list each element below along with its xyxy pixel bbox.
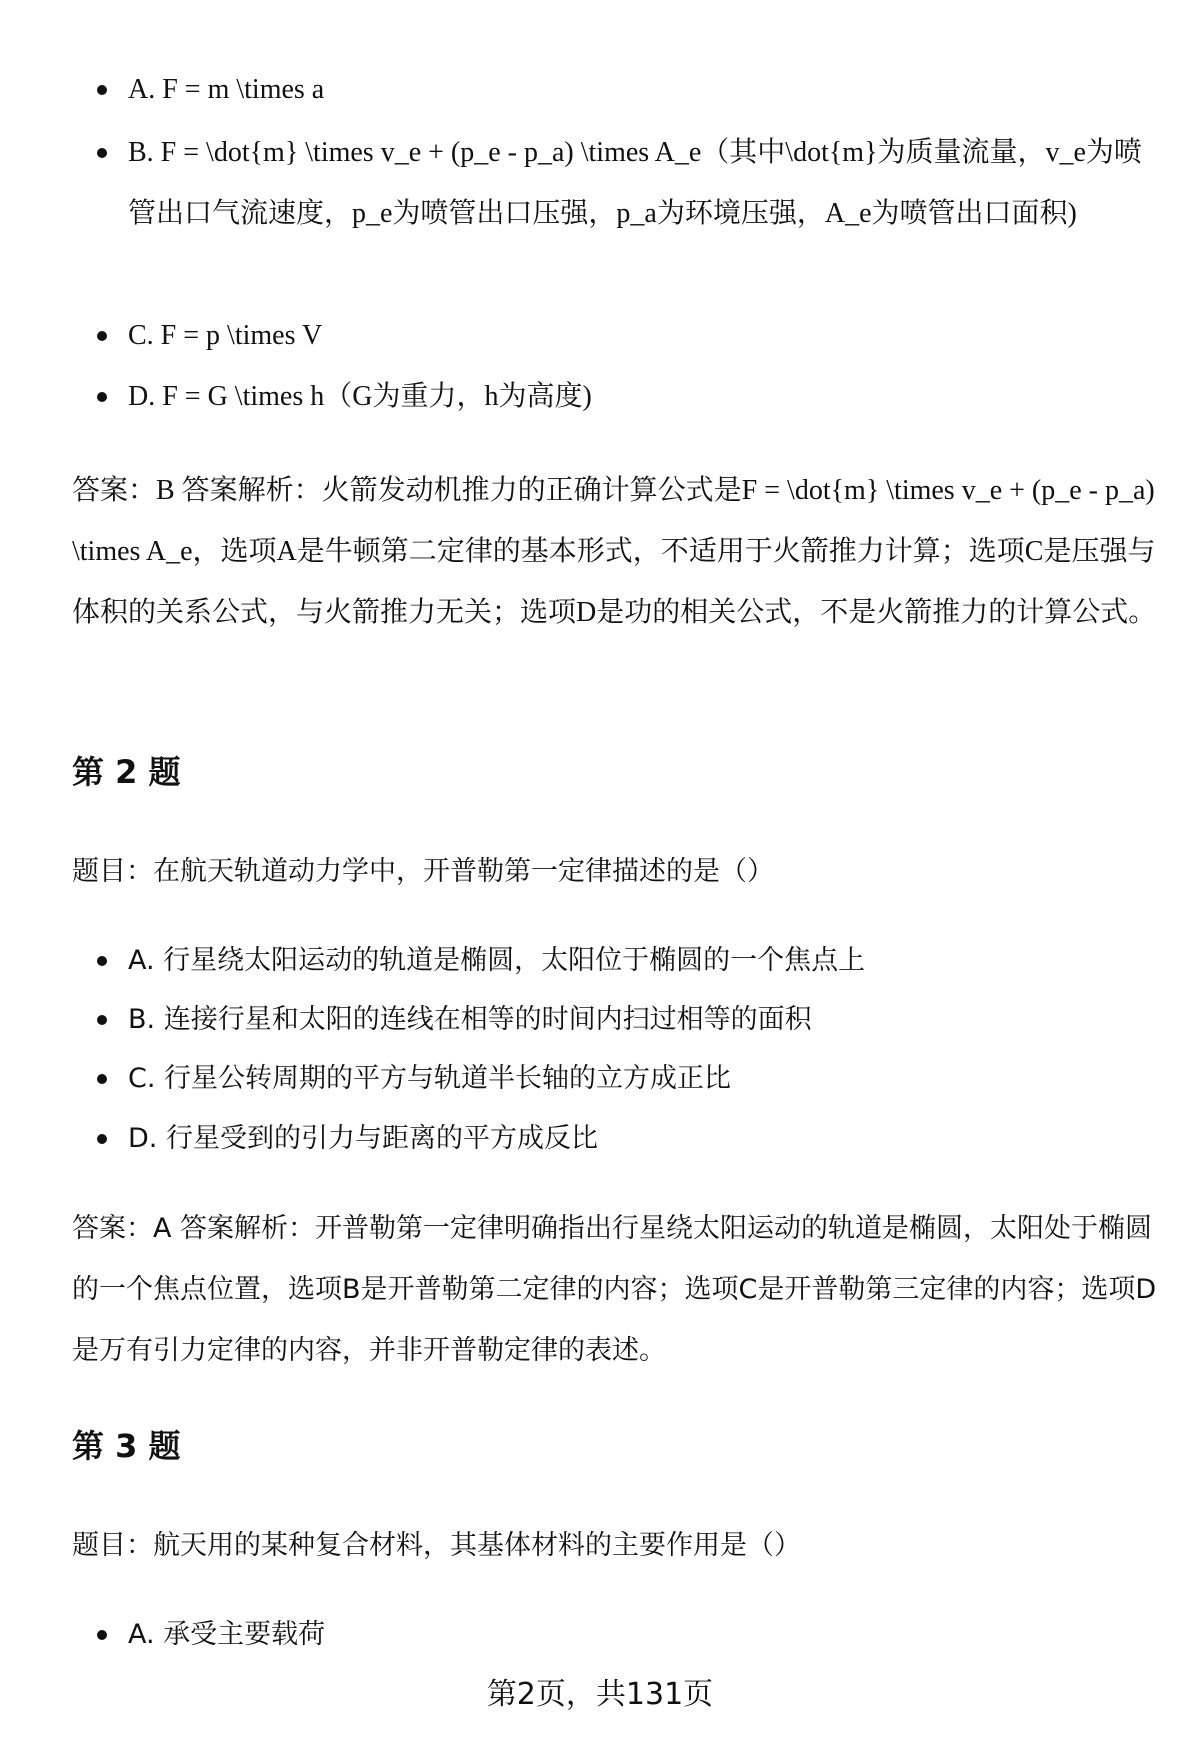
q2-option-c: C. 行星公转周期的平方与轨道半长轴的立方成正比 (128, 1048, 1158, 1109)
q2-option-b: B. 连接行星和太阳的连线在相等的时间内扫过相等的面积 (128, 989, 1158, 1050)
q3-question: 题目：航天用的某种复合材料，其基体材料的主要作用是（） (72, 1530, 801, 1561)
page-footer: 第2页，共131页 (486, 1677, 714, 1712)
q2-answer: 答案：A 答案解析：开普勒第一定律明确指出行星绕太阳运动的轨道是椭圆，太阳处于椭圆的一个焦点位置，选项B是开普勒第二定律的内容；选项C是开普勒第三定律的内容；选项D是万有引力定律的内容，并非开普勒定律的表述。 (72, 1213, 1157, 1366)
q2-option-d: D. 行星受到的引力与距离的平方成反比 (128, 1108, 1158, 1169)
q1-option-b: B. F = \dot{m} \times v_e + (p_e - p_a) \times A_e（其中\dot{m}为质量流量，v_e为喷管出口气流速度，p_e为喷管出口压强，p_a为环境压强，A_e为喷管出口面积) (128, 122, 1158, 244)
q3-heading: 第 3 题 (72, 1427, 181, 1465)
q2-heading: 第 2 题 (72, 753, 181, 791)
q2-option-a: A. 行星绕太阳运动的轨道是椭圆，太阳位于椭圆的一个焦点上 (128, 930, 1158, 991)
q1-option-a: A. F = m \times a (128, 59, 1158, 120)
q1-option-d: D. F = G \times h（G为重力，h为高度) (128, 366, 1158, 427)
q1-answer: 答案：B 答案解析：火箭发动机推力的正确计算公式是F = \dot{m} \times v_e + (p_e - p_a) \times A_e，选项A是牛顿第二定律的基本形式，不适用于火箭推力计算；选项C是压强与体积的关系公式，与火箭推力无关；选项D是功的相关公式，不是火箭推力的计算公式。 (72, 475, 1157, 628)
q3-option-a: A. 承受主要载荷 (128, 1604, 1158, 1665)
q2-question: 题目：在航天轨道动力学中，开普勒第一定律描述的是（） (72, 856, 774, 887)
q1-option-c: C. F = p \times V (128, 305, 1158, 366)
